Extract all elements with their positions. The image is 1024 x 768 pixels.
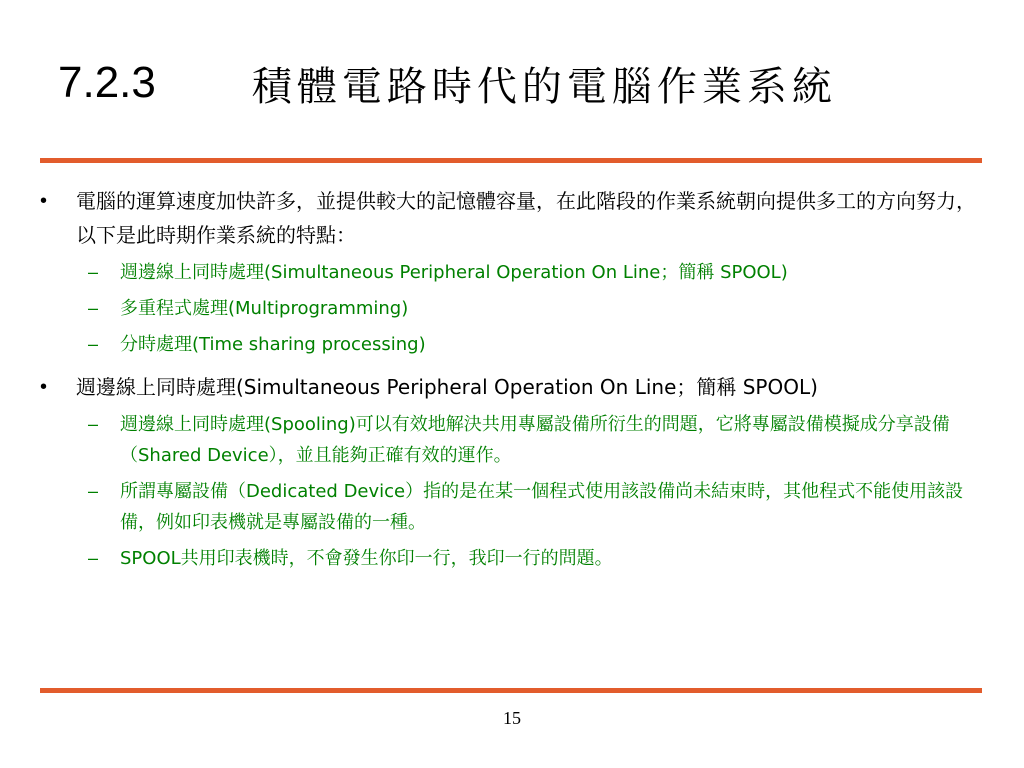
slide-content (36, 184, 986, 574)
dash-icon: – (88, 298, 99, 318)
bullet-dot-icon: • (40, 376, 48, 398)
dash-icon: – (88, 414, 99, 434)
sub-text: SPOOL共用印表機時，不會發生你印一行，我印一行的問題。 (120, 548, 613, 569)
dash-icon: – (88, 334, 99, 354)
page-number: 15 (503, 708, 521, 728)
sub-text: 多重程式處理(Multiprogramming) (120, 298, 409, 319)
dash-icon: – (88, 481, 99, 501)
sub-item (36, 409, 986, 471)
sub-text: 週邊線上同時處理(Simultaneous Peripheral Operation On Line；簡稱 SPOOL) (120, 262, 788, 283)
sub-text: 所謂專屬設備（Dedicated Device）指的是在某一個程式使用該設備尚未結束時，其他程式不能使用該設備，例如印表機就是專屬設備的一種。 (120, 481, 964, 533)
sub-item (36, 543, 986, 574)
sub-text: 週邊線上同時處理(Spooling)可以有效地解決共用專屬設備所衍生的問題，它將專屬設備模擬成分享設備（Shared Device），並且能夠正確有效的運作。 (120, 414, 950, 466)
bullet-item (36, 184, 986, 252)
dash-icon: – (88, 548, 99, 568)
sub-item (36, 476, 986, 538)
dash-icon: – (88, 262, 99, 282)
bullet-text: 電腦的運算速度加快許多，並提供較大的記憶體容量，在此階段的作業系統朝向提供多工的方向努力，以下是此時期作業系統的特點： (76, 189, 976, 247)
sub-item (36, 293, 986, 324)
section-title: 積體電路時代的電腦作業系統 (251, 63, 837, 110)
bottom-divider (40, 688, 982, 693)
bullet-text: 週邊線上同時處理(Simultaneous Peripheral Operation On Line；簡稱 SPOOL) (76, 375, 818, 399)
slide-title (58, 48, 837, 118)
sub-text: 分時處理(Time sharing processing) (120, 334, 426, 355)
sub-item (36, 329, 986, 360)
bullet-item (36, 370, 986, 404)
section-number: 7.2.3 (58, 58, 156, 107)
sub-item (36, 257, 986, 288)
top-divider (40, 158, 982, 163)
bullet-dot-icon: • (40, 190, 48, 212)
